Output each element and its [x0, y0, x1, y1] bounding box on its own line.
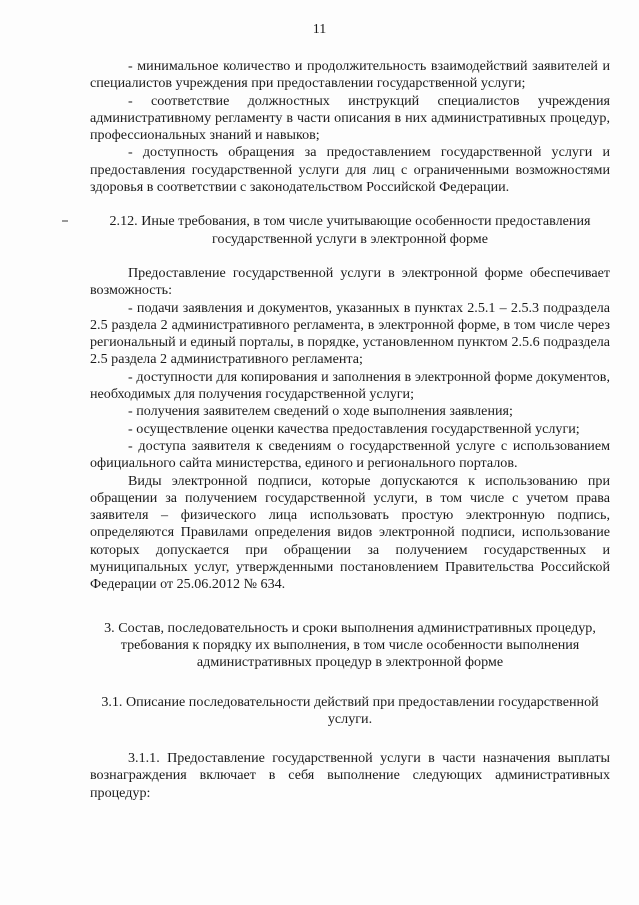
section-heading: 3.1. Описание последовательности действий при предоставлении государственной услуги.	[101, 693, 599, 727]
page-number: 11	[312, 22, 327, 37]
list-item: - подачи заявления и документов, указанных в пунктах 2.5.1 – 2.5.3 подраздела 2.5 раздела 2 административного регламента, в электронной форме, в том числе через региональный и единый порталы, в порядке, установленном пунктом 2.5.6 подраздела 2.5 раздела 2 административного регламента;	[90, 299, 610, 368]
page-body	[90, 58, 610, 802]
section-heading: 3. Состав, последовательность и сроки выполнения административных процедур, требования к порядку их выполнения, в том числе особенности выполнения административных процедур в электронной форме	[104, 619, 596, 671]
list-item: - доступа заявителя к сведениям о государственной услуге с использованием официального сайта министерства, единого и регионального порталов.	[90, 437, 610, 472]
scan-artifact	[62, 220, 68, 222]
list-item: - осуществление оценки качества предоставления государственной услуги;	[128, 420, 580, 437]
list-item: - минимальное количество и продолжительность взаимодействий заявителей и специалистов учреждения при предоставлении государственной услуги;	[90, 58, 610, 92]
paragraph: 3.1.1. Предоставление государственной услуги в части назначения выплаты вознаграждения включает в себя выполнение следующих административных процедур:	[90, 750, 610, 801]
section-heading: 2.12. Иные требования, в том числе учитывающие особенности предоставления государственной услуги в электронной форме	[109, 213, 591, 247]
paragraph: Виды электронной подписи, которые допускаются к использованию при обращении за получением государственной услуги, в том числе с учетом права заявителя – физического лица использовать простую электронную подпись, определяются Правилами определения видов электронной подписи, использование которых допускается при обращении за получением государственных и муниципальных услуг, утвержденными постановлением Правительства Российской Федерации от 25.06.2012 № 634.	[90, 472, 610, 593]
list-item: - соответствие должностных инструкций специалистов учреждения административному регламенту в части описания в них административных процедур, профессиональных знаний и навыков;	[90, 92, 610, 144]
paragraph: Предоставление государственной услуги в электронной форме обеспечивает возможность:	[90, 264, 610, 299]
list-item: - доступность обращения за предоставлением государственной услуги и предоставления государственной услуги для лиц с ограниченными возможностями здоровья в соответствии с законодательством Российской Федерации.	[90, 144, 610, 196]
list-item: - доступности для копирования и заполнения в электронной форме документов, необходимых для получения государственной услуги;	[90, 368, 610, 403]
list-item: - получения заявителем сведений о ходе выполнения заявления;	[128, 403, 513, 420]
